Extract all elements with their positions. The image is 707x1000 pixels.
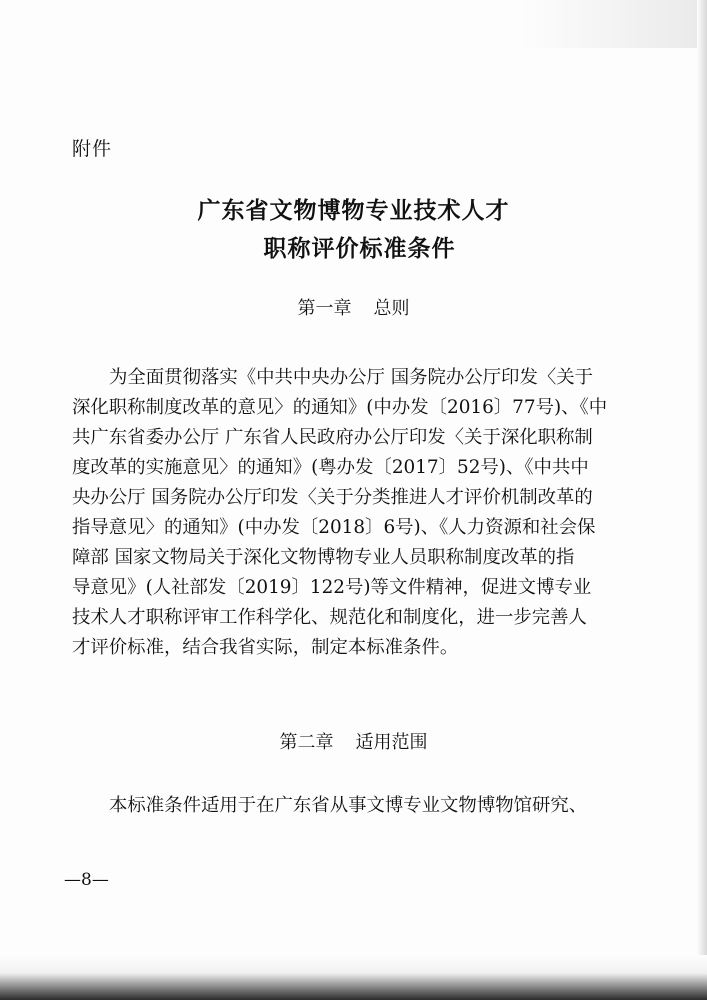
scan-shadow-right-edge <box>697 0 707 1000</box>
scan-shadow-top-right <box>522 0 707 48</box>
document-title <box>0 192 707 268</box>
chapter-1-name: 总则 <box>373 298 410 319</box>
chapter-2-number: 第二章 <box>279 732 334 753</box>
paragraph-line: 深化职称制度改革的意见〉的通知》(中办发〔2016〕77号)、《中 <box>72 397 608 418</box>
paragraph-line: 为全面贯彻落实《中共中央办公厅 国务院办公厅印发〈关于 <box>109 367 594 388</box>
attachment-label: 附件 <box>72 138 113 160</box>
paragraph-line: 共广东省委办公厅 广东省人民政府办公厅印发〈关于深化职称制 <box>72 427 593 448</box>
paragraph-line: 技术人才职称评审工作科学化、规范化和制度化，进一步完善人 <box>72 607 587 628</box>
scan-shadow-bottom-edge <box>0 955 707 1000</box>
paragraph-line: 才评价标准，结合我省实际，制定本标准条件。 <box>72 637 459 658</box>
paragraph-line: 本标准条件适用于在广东省从事文博专业文物博物馆研究、 <box>109 795 588 816</box>
page-number: —8— <box>64 870 109 890</box>
chapter-1-number: 第一章 <box>297 298 352 319</box>
paragraph-line: 导意见》(人社部发〔2019〕122号)等文件精神，促进文博专业 <box>72 577 592 598</box>
paragraph-line: 央办公厅 国务院办公厅印发〈关于分类推进人才评价机制改革的 <box>72 487 593 508</box>
chapter-2-name: 适用范围 <box>355 732 428 753</box>
paragraph-line: 障部 国家文物局关于深化文物博物专业人员职称制度改革的指 <box>72 547 575 568</box>
document-title-line-1: 广东省文物博物专业技术人才 <box>197 198 510 224</box>
paragraph-line: 度改革的实施意见〉的通知》(粤办发〔2017〕52号)、《中共中 <box>72 457 589 478</box>
paragraph-line: 指导意见〉的通知》(中办发〔2018〕6号)、《人力资源和社会保 <box>72 517 596 538</box>
document-title-line-2: 职称评价标准条件 <box>263 236 456 262</box>
chapter-1-heading <box>0 294 707 320</box>
chapter-2-heading <box>0 728 707 754</box>
chapter-1-paragraph <box>72 363 608 663</box>
chapter-2-paragraph <box>72 791 602 821</box>
